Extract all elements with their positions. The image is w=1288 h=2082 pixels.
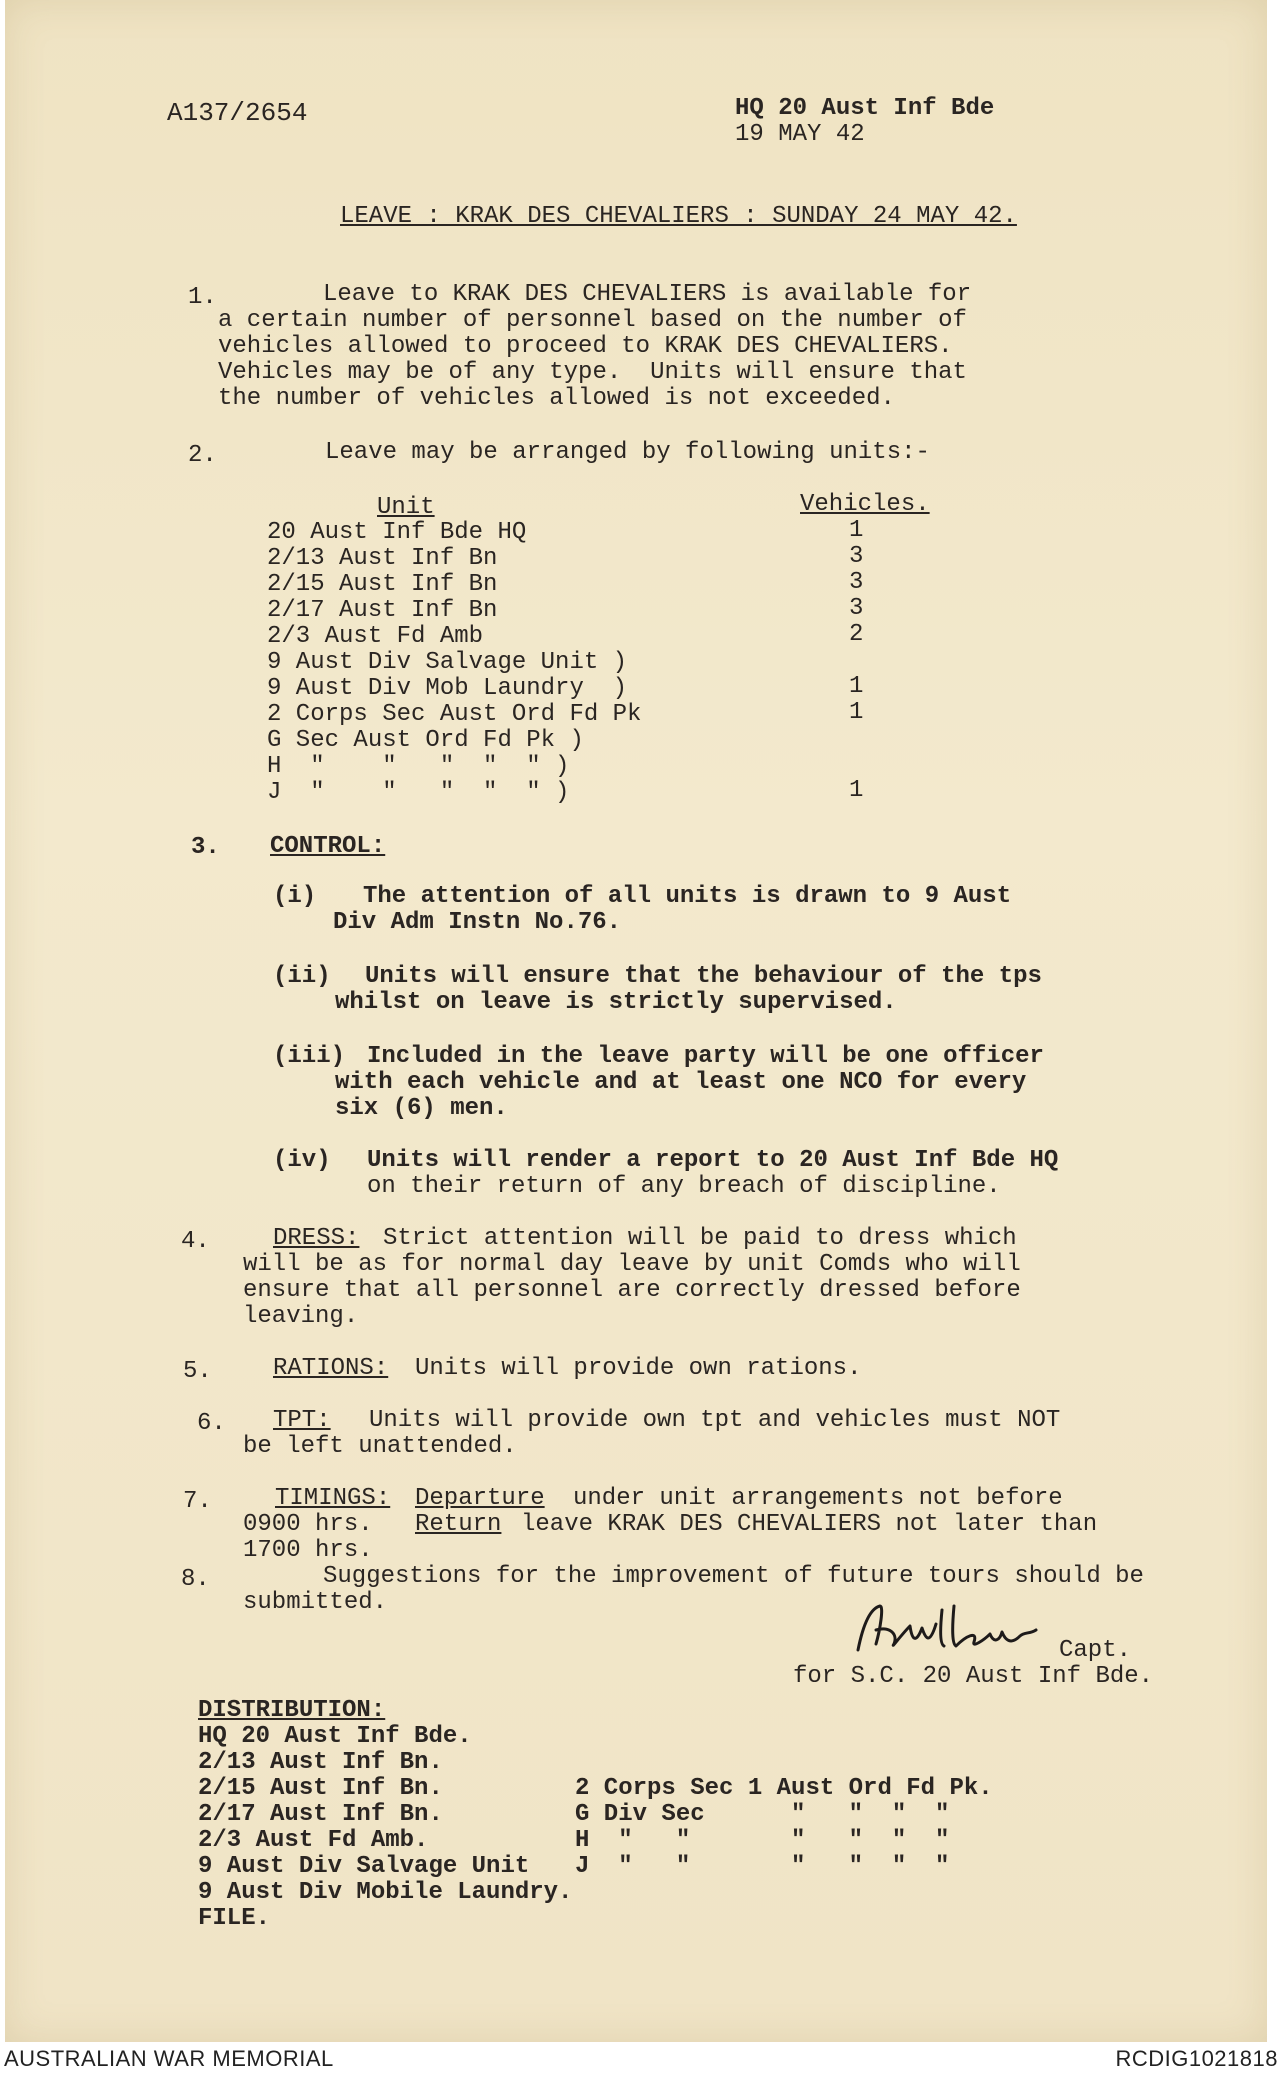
para-3-number: 3.	[191, 834, 220, 861]
control-item-line: with each vehicle and at least one NCO for every	[335, 1069, 1027, 1096]
distribution-item: 2 Corps Sec 1 Aust Ord Fd Pk.	[575, 1775, 993, 1802]
tpt-heading: TPT:	[273, 1407, 331, 1434]
para-8-line: Suggestions for the improvement of future tours should be	[323, 1563, 1144, 1590]
table-row-vehicles: 3	[849, 543, 864, 570]
departure-label: Departure	[415, 1485, 545, 1512]
para-2-number: 2.	[188, 442, 217, 469]
signature-rank: Capt.	[1059, 1637, 1132, 1664]
control-item-label: (iii)	[273, 1043, 346, 1070]
distribution-item: 2/13 Aust Inf Bn.	[198, 1749, 443, 1776]
table-row-unit: 20 Aust Inf Bde HQ	[267, 519, 527, 546]
footer-record-id: RCDIG1021818	[1115, 2046, 1278, 2071]
table-row-unit: J " " " " " )	[267, 779, 570, 806]
para-4-line: will be as for normal day leave by unit Comds who will	[243, 1251, 1021, 1278]
para-1-number: 1.	[188, 284, 217, 311]
para-7-line: leave KRAK DES CHEVALIERS not later than	[521, 1511, 1098, 1538]
table-row-vehicles: 3	[849, 569, 864, 596]
control-item-line: whilst on leave is strictly supervised.	[335, 989, 897, 1016]
control-item-line: Units will ensure that the behaviour of the tps	[365, 963, 1042, 990]
distribution-item: 9 Aust Div Salvage Unit	[198, 1853, 530, 1880]
distribution-item: FILE.	[198, 1905, 271, 1932]
table-row-unit: 9 Aust Div Salvage Unit )	[267, 649, 628, 676]
para-7-number: 7.	[183, 1488, 212, 1515]
control-item-line: on their return of any breach of discipline.	[367, 1173, 1001, 1200]
para-1-line: a certain number of personnel based on the number of	[218, 307, 967, 334]
para-8-line: submitted.	[243, 1589, 388, 1616]
table-row-vehicles: 1	[849, 673, 864, 700]
dress-heading: DRESS:	[273, 1225, 360, 1252]
distribution-item: 2/17 Aust Inf Bn.	[198, 1801, 443, 1828]
para-8-number: 8.	[181, 1566, 210, 1593]
para-1-line: vehicles allowed to proceed to KRAK DES CHEVALIERS.	[218, 333, 953, 360]
para-5-text: Units will provide own rations.	[415, 1355, 862, 1382]
para-4-line: Strict attention will be paid to dress which	[383, 1225, 1017, 1252]
distribution-item: 2/3 Aust Fd Amb.	[198, 1827, 429, 1854]
table-row-unit: 2/3 Aust Fd Amb	[267, 623, 484, 650]
control-item-label: (ii)	[273, 963, 331, 990]
control-item-line: Included in the leave party will be one officer	[367, 1043, 1044, 1070]
table-row-unit: G Sec Aust Ord Fd Pk )	[267, 727, 584, 754]
distribution-item: G Div Sec " " " "	[575, 1801, 950, 1828]
table-row-vehicles: 1	[849, 777, 864, 804]
distribution-item: H " " " " " "	[575, 1827, 950, 1854]
para-1-line: Vehicles may be of any type. Units will ensure that	[218, 359, 967, 386]
document-title: LEAVE : KRAK DES CHEVALIERS : SUNDAY 24 MAY 42.	[340, 203, 1017, 230]
para-1-line: Leave to KRAK DES CHEVALIERS is available for	[323, 281, 972, 308]
distribution-item: 2/15 Aust Inf Bn.	[198, 1775, 443, 1802]
footer-credit: AUSTRALIAN WAR MEMORIAL	[4, 2046, 334, 2071]
control-item-label: (iv)	[273, 1147, 331, 1174]
table-row-vehicles: 1	[849, 517, 864, 544]
control-item-line: six (6) men.	[335, 1095, 508, 1122]
timings-heading: TIMINGS:	[275, 1485, 391, 1512]
distribution-heading: DISTRIBUTION:	[198, 1697, 386, 1724]
para-4-number: 4.	[181, 1228, 210, 1255]
unit-column-header: Unit	[377, 494, 435, 521]
table-row-unit: 9 Aust Div Mob Laundry )	[267, 675, 628, 702]
distribution-item: HQ 20 Aust Inf Bde.	[198, 1723, 472, 1750]
reference-number: A137/2654	[167, 98, 308, 128]
control-heading: CONTROL:	[270, 833, 386, 860]
document-date: 19 MAY 42	[735, 121, 865, 148]
table-row-vehicles: 3	[849, 595, 864, 622]
control-item-line: The attention of all units is drawn to 9 Aust	[363, 883, 1012, 910]
para-7-line: under unit arrangements not before	[573, 1485, 1063, 1512]
para-6-line: Units will provide own tpt and vehicles must NOT	[369, 1407, 1061, 1434]
control-item-label: (i)	[273, 883, 317, 910]
para-7-line: 1700 hrs.	[243, 1537, 373, 1564]
control-item-line: Div Adm Instn No.76.	[333, 909, 622, 936]
rations-heading: RATIONS:	[273, 1355, 389, 1382]
control-item-line: Units will render a report to 20 Aust Inf Bde HQ	[367, 1147, 1059, 1174]
para-6-number: 6.	[197, 1410, 226, 1437]
return-label: Return	[415, 1511, 502, 1538]
para-2-text: Leave may be arranged by following units:-	[325, 439, 930, 466]
distribution-item: 9 Aust Div Mobile Laundry.	[198, 1879, 573, 1906]
table-row-unit: H " " " " " )	[267, 753, 570, 780]
para-4-line: ensure that all personnel are correctly dressed before	[243, 1277, 1021, 1304]
table-row-unit: 2/17 Aust Inf Bn	[267, 597, 498, 624]
para-4-line: leaving.	[243, 1303, 359, 1330]
table-row-unit: 2/15 Aust Inf Bn	[267, 571, 498, 598]
signature-for-line: for S.C. 20 Aust Inf Bde.	[793, 1663, 1154, 1690]
table-row-vehicles: 2	[849, 621, 864, 648]
para-7-line: 0900 hrs.	[243, 1511, 373, 1538]
distribution-item: J " " " " " "	[575, 1853, 950, 1880]
document-page	[5, 0, 1267, 2042]
hq-line: HQ 20 Aust Inf Bde	[735, 95, 995, 122]
handwritten-signature	[850, 1600, 1050, 1660]
para-6-line: be left unattended.	[243, 1433, 517, 1460]
table-row-unit: 2 Corps Sec Aust Ord Fd Pk	[267, 701, 642, 728]
vehicles-column-header: Vehicles.	[800, 491, 930, 518]
table-row-unit: 2/13 Aust Inf Bn	[267, 545, 498, 572]
table-row-vehicles: 1	[849, 699, 864, 726]
para-5-number: 5.	[183, 1358, 212, 1385]
para-1-line: the number of vehicles allowed is not exceeded.	[218, 385, 895, 412]
